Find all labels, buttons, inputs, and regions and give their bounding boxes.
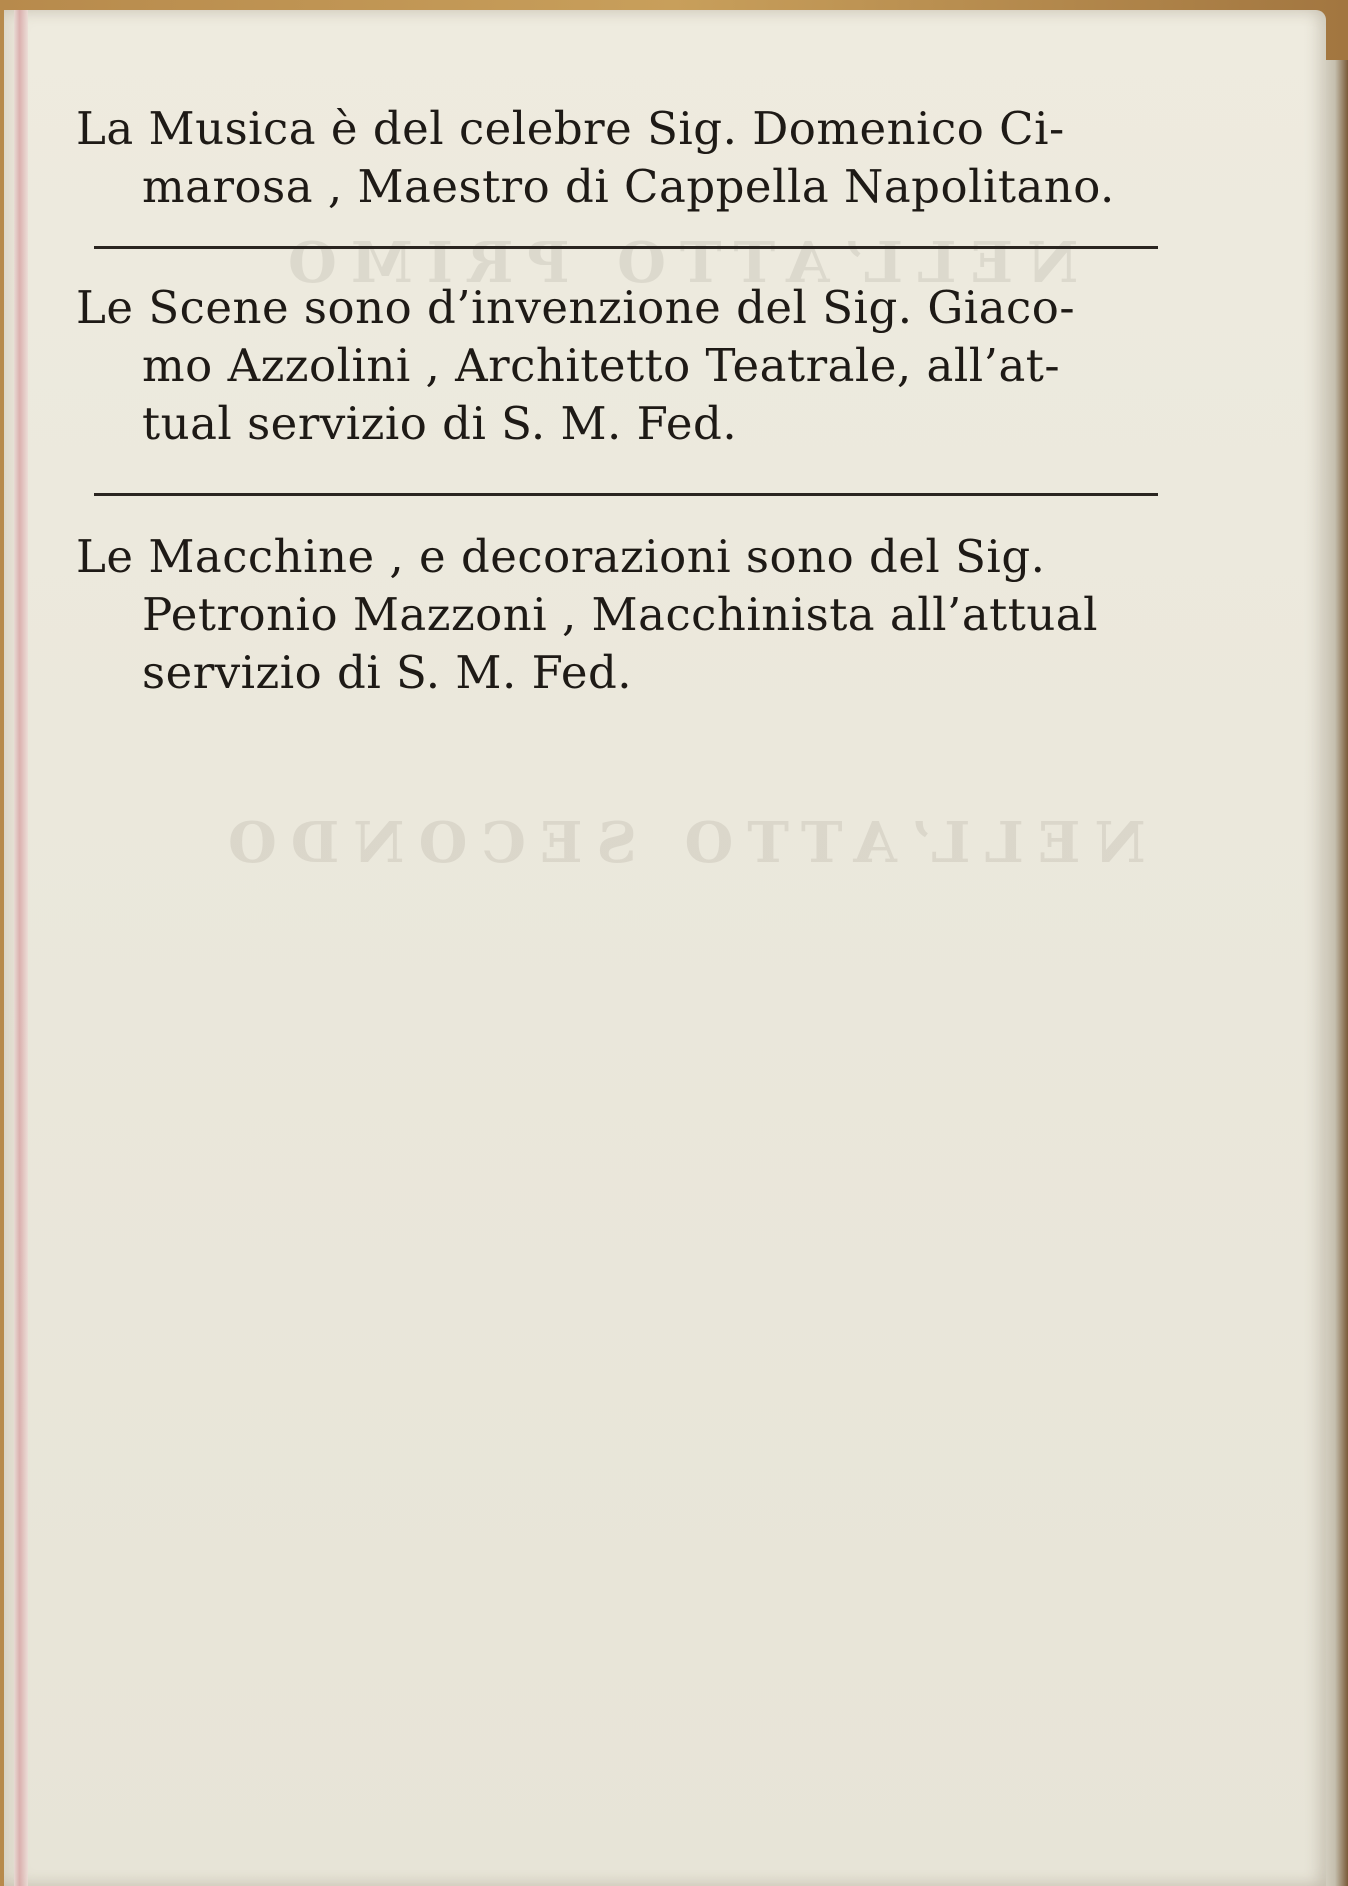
credit-line: La Musica è del celebre Sig. Domenico Ci- xyxy=(76,102,1065,155)
divider-rule xyxy=(94,493,1158,496)
credit-line: Le Macchine , e decorazioni sono del Sig. xyxy=(76,530,1046,583)
credit-line: tual servizio di S. M. Fed. xyxy=(142,397,738,450)
machinery-credit xyxy=(76,528,1176,702)
book-page xyxy=(4,10,1326,1886)
show-through-heading: NELL’ATTO SECONDO xyxy=(214,810,1146,876)
credit-line: Le Scene sono d’invenzione del Sig. Giaco- xyxy=(76,281,1076,334)
credits-text xyxy=(76,100,1176,702)
red-page-edge xyxy=(14,10,28,1886)
music-credit xyxy=(76,100,1176,216)
credit-line: mo Azzolini , Architetto Teatrale, all’at- xyxy=(142,339,1061,392)
divider-rule xyxy=(94,246,1158,249)
credit-line: servizio di S. M. Fed. xyxy=(142,646,633,699)
scenery-credit xyxy=(76,279,1176,453)
show-through-heading: NELL’ATTO PRIMO xyxy=(274,230,1079,296)
credit-line: marosa , Maestro di Cappella Napolitano. xyxy=(142,160,1115,213)
credit-line: Petronio Mazzoni , Macchinista all’attual xyxy=(142,588,1099,641)
